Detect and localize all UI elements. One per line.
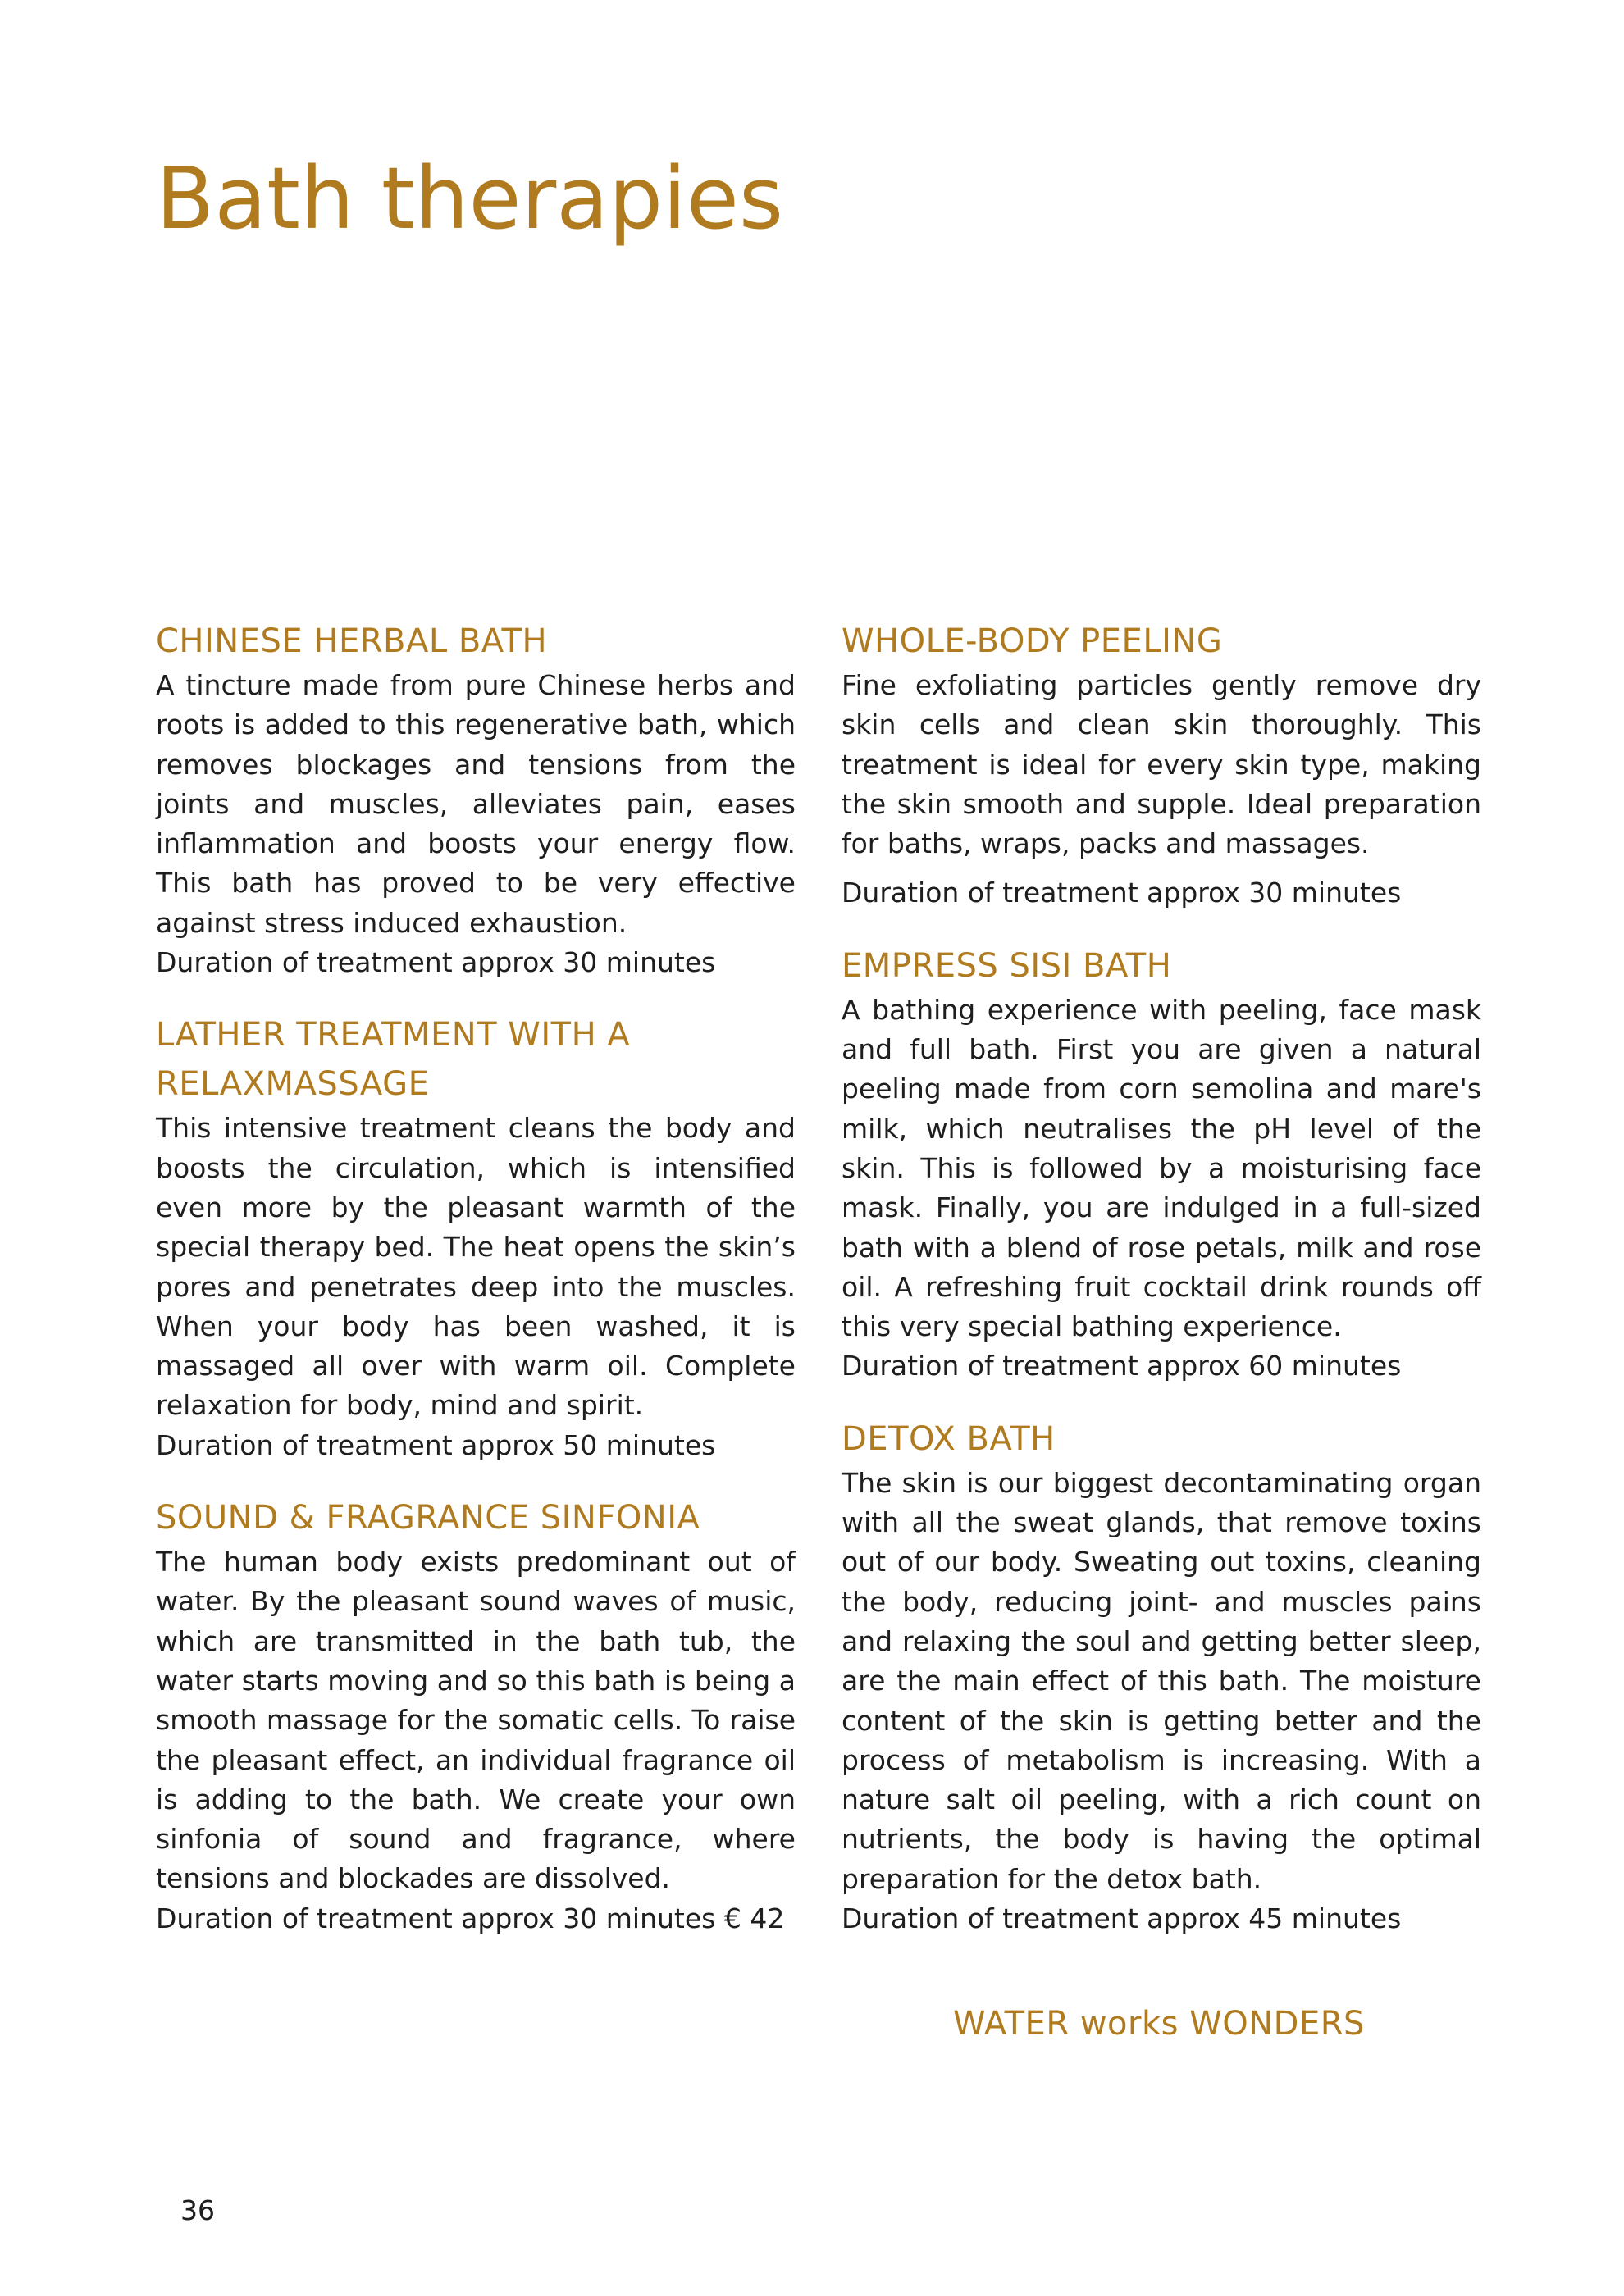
section-whole-body-peeling	[842, 617, 1481, 913]
section-detox-bath	[842, 1414, 1481, 1939]
page-title: Bath therapies	[156, 148, 784, 248]
section-empress-sisi-bath	[842, 941, 1481, 1387]
section-body: The human body exists predominant out of water. By the pleasant sound waves of music, which are transmitted in the bath tub, the water starts moving and so this bath is being a smooth massage for the somatic cells. To raise the pleasant effect, an individual fragrance oil is adding to the bath. We create your own sinfonia of sound and fragrance, where tensions and blockades are dissolved.	[156, 1546, 796, 1895]
section-heading: CHINESE HERBAL BATH	[156, 622, 548, 660]
left-column	[156, 617, 796, 1966]
section-duration: Duration of treatment approx 60 minutes	[842, 1350, 1402, 1383]
section-body: A tincture made from pure Chinese herbs and roots is added to this regenerative bath, which removes blockages and tensions from the joints and muscles, alleviates pain, eases inflammation and boosts your energy flow. This bath has proved to be very effective against stress induced exhaustion.	[156, 669, 796, 939]
section-heading: LATHER TREATMENT WITH A RELAXMASSAGE	[156, 1016, 631, 1104]
section-sound-fragrance-sinfonia	[156, 1493, 796, 1938]
section-duration: Duration of treatment approx 30 minutes € 42	[156, 1902, 785, 1934]
section-duration: Duration of treatment approx 45 minutes	[842, 1902, 1402, 1935]
section-chinese-herbal-bath	[156, 617, 796, 982]
section-duration: Duration of treatment approx 30 minutes	[842, 877, 1402, 909]
tagline: WATER works WONDERS	[953, 2005, 1365, 2043]
section-heading: EMPRESS SISI BATH	[842, 946, 1172, 985]
section-heading: DETOX BATH	[842, 1419, 1056, 1458]
page-number: 36	[180, 2194, 215, 2226]
section-body: Fine exfoliating particles gently remove dry skin cells and clean skin thoroughly. This treatment is ideal for every skin type, making the skin smooth and supple. Ideal preparation for baths, wraps, packs and massages.	[842, 669, 1481, 860]
section-duration: Duration of treatment approx 30 minutes	[156, 946, 716, 979]
section-body: This intensive treatment cleans the body and boosts the circulation, which is intensified even more by the pleasant warmth of the special therapy bed. The heat opens the skin’s pores and penetrates deep into the muscles. When your body has been washed, it is massaged all over with warm oil. Complete relaxation for body, mind and spirit.	[156, 1112, 796, 1422]
right-column	[842, 617, 1481, 1966]
section-heading: SOUND & FRAGRANCE SINFONIA	[156, 1499, 700, 1538]
section-lather-treatment	[156, 1010, 796, 1465]
section-body: A bathing experience with peeling, face mask and full bath. First you are given a natural peeling made from corn semolina and mare's milk, which neutralises the pH level of the skin. This is followed by a moisturising face mask. Finally, you are indulged in a full-sized bath with a blend of rose petals, milk and rose oil. A refreshing fruit cocktail drink rounds off this very special bathing experience.	[842, 993, 1481, 1343]
section-heading: WHOLE-BODY PEELING	[842, 622, 1223, 660]
section-body: The skin is our biggest decontaminating organ with all the sweat glands, that remove toxins out of our body. Sweating out toxins, cleaning the body, reducing joint- and muscles pains and relaxing the soul and getting better sleep, are the main effect of this bath. The moisture content of the skin is getting better and the process of metabolism is increasing. With a nature salt oil peeling, with a rich count on nutrients, the body is having the optimal preparation for the detox bath.	[842, 1466, 1481, 1895]
section-duration: Duration of treatment approx 50 minutes	[156, 1428, 716, 1461]
